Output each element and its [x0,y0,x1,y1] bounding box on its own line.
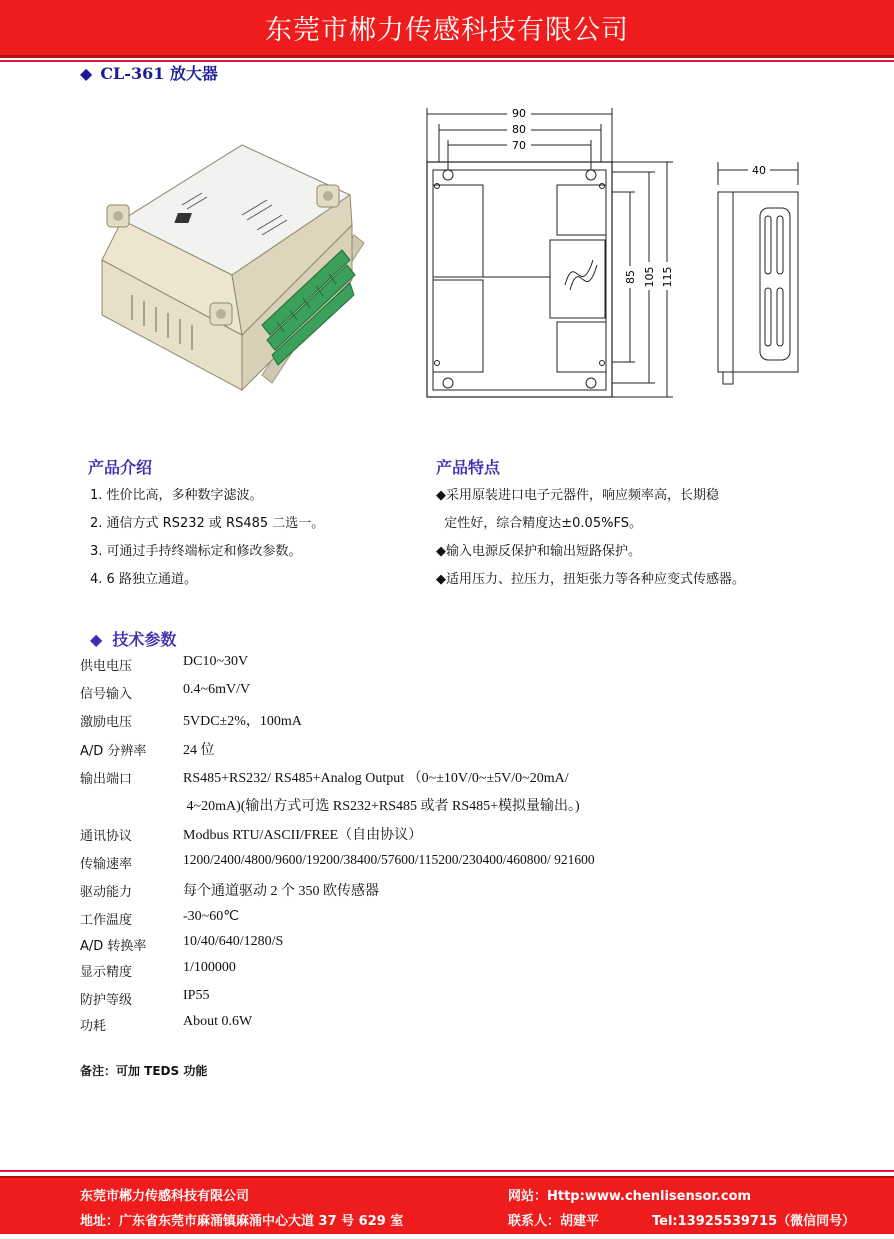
footer-contact: 联系人：胡建平 [508,1214,600,1229]
dim-70: 70 [512,139,526,152]
spec-label: A/D 分辨率 [80,744,147,759]
spec-label: 通讯协议 [80,829,133,844]
spec-label: 防护等级 [80,993,133,1008]
feature-line: 定性好，综合精度达±0.05%FS。 [436,516,642,531]
dim-90: 90 [512,107,526,120]
footer-address: 地址：广东省东莞市麻涌镇麻涌中心大道 37 号 629 室 [80,1214,404,1229]
footer-website[interactable]: 网站：Http:www.chenlisensor.com [508,1189,752,1204]
spec-value: 1/100000 [183,960,236,975]
footer-rule [0,1170,894,1172]
features-heading: 产品特点 [436,458,501,477]
dim-40: 40 [752,164,766,177]
diamond-bullet-icon: ◆ [80,64,93,83]
company-title: 东莞市郴力传感科技有限公司 [265,15,629,46]
feature-line: ◆适用压力、拉压力，扭矩张力等各种应变式传感器。 [436,572,745,587]
product-title-text: CL-361 放大器 [100,64,218,83]
intro-heading: 产品介绍 [88,458,153,477]
spec-label: 供电电压 [80,659,133,674]
dim-85: 85 [624,270,637,284]
spec-value-continued: 4~20mA)(输出方式可选 RS232+RS485 或者 RS485+模拟量输出。) [183,799,580,814]
spec-value: 每个通道驱动 2 个 350 欧传感器 [183,884,379,899]
spec-value: 0.4~6mV/V [183,682,251,697]
spec-label: 输出端口 [80,772,133,787]
footer-company: 东莞市郴力传感科技有限公司 [80,1189,250,1204]
spec-value: 1200/2400/4800/9600/19200/38400/57600/115200/230400/460800/ 921600 [183,852,595,867]
note: 备注：可加 TEDS 功能 [80,1064,208,1078]
spec-value: IP55 [183,988,210,1003]
spec-label: 驱动能力 [80,885,133,900]
spec-value: -30~60℃ [183,909,239,924]
spec-value: DC10~30V [183,654,249,669]
feature-line: ◆采用原装进口电子元器件，响应频率高，长期稳 [436,488,719,503]
intro-item: 1. 性价比高，多种数字滤波。 [90,488,263,503]
specs-heading [90,627,176,650]
feature-line: ◆输入电源反保护和输出短路保护。 [436,544,641,559]
header-bar [0,0,894,58]
spec-label: 信号输入 [80,687,133,702]
product-photo [92,125,372,400]
spec-label: A/D 转换率 [80,939,147,954]
product-title [80,61,218,84]
specs-heading-text: 技术参数 [112,630,177,649]
spec-value: RS485+RS232/ RS485+Analog Output （0~±10V/0~±5V/0~20mA/ [183,771,569,786]
spec-value: 24 位 [183,743,215,758]
dim-80: 80 [512,123,526,136]
footer-tel: Tel:13925539715（微信同号） [652,1214,856,1229]
dimension-drawing [415,100,825,410]
intro-item: 2. 通信方式 RS232 或 RS485 二选一。 [90,516,325,531]
intro-item: 3. 可通过手持终端标定和修改参数。 [90,544,302,559]
footer-bar [0,1176,894,1234]
spec-label: 工作温度 [80,913,133,928]
spec-value: Modbus RTU/ASCII/FREE（自由协议） [183,828,423,843]
spec-label: 功耗 [80,1019,107,1034]
intro-item: 4. 6 路独立通道。 [90,572,197,587]
spec-value: 10/40/640/1280/S [183,934,284,949]
spec-label: 激励电压 [80,715,133,730]
spec-value: About 0.6W [183,1014,253,1029]
dim-115: 115 [661,266,674,288]
spec-label: 传输速率 [80,857,133,872]
spec-value: 5VDC±2%，100mA [183,714,302,729]
spec-label: 显示精度 [80,965,133,980]
dim-105: 105 [643,266,656,288]
diamond-bullet-icon: ◆ [90,630,103,649]
